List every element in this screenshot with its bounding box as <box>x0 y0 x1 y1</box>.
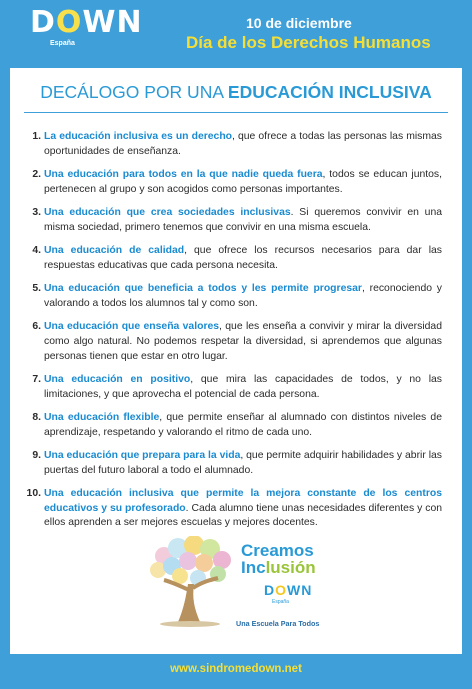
list-item: 10. Una educación inclusiva que permite la mejora constante de los centros educativos y su profesorado. Cada alumno tiene unas necesidades diferentes y con ellos aprenden a ser mejores escuelas y mejores docentes. <box>26 488 442 529</box>
list-item: 4. Una educación de calidad, que ofrece los recursos necesarios para dar las respuestas educativas que cada persona necesita. <box>32 245 442 271</box>
list-item: 8. Una educación flexible, que permite enseñar al alumnado con distintos niveles de aprendizaje, respetando y valorando el ritmo de cada uno. <box>32 412 442 438</box>
tree-canopy <box>150 536 231 586</box>
small-logo-subtitle: España <box>272 599 289 605</box>
campaign-tagline: Una Escuela Para Todos <box>236 619 320 628</box>
card-title-bold: EDUCACIÓN INCLUSIVA <box>227 82 432 102</box>
handprint-tree-illustration <box>148 536 234 628</box>
website-link[interactable]: www.sindromedown.net <box>170 663 302 675</box>
event-date: 10 de diciembre <box>246 15 352 31</box>
event-title: Día de los Derechos Humanos <box>186 33 431 52</box>
logo-letter-o: O <box>55 5 83 40</box>
down-espana-small-logo: DOWN <box>264 582 313 598</box>
list-item: 1. La educación inclusiva es un derecho, que ofrece a todas las personas las mismas oportunidades de enseñanza. <box>32 131 443 157</box>
decalogue-list <box>26 130 443 540</box>
list-item: 2. Una educación para todos en la que nadie queda fuera, todos se educan juntos, pertenecen al grupo y son acogidos como personas importantes. <box>32 169 443 195</box>
card-title-prefix: DECÁLOGO POR UNA <box>40 82 224 102</box>
title-divider <box>24 112 448 113</box>
campaign-line-2: Inclusión <box>241 558 316 577</box>
list-item: 5. Una educación que beneficia a todos y les permite progresar, reconociendo y valorando a todos los alumnos tal y como son. <box>32 283 442 309</box>
down-espana-logo <box>30 5 143 40</box>
list-item: 9. Una educación que prepara para la vida, que permite adquirir habilidades y abrir las puertas del futuro laboral a todo el alumnado. <box>32 450 442 476</box>
list-item: 3. Una educación que crea sociedades inclusivas. Si queremos convivir en una misma sociedad, primero tenemos que convivir en una misma escuela. <box>32 207 442 233</box>
logo-subtitle: España <box>50 40 75 47</box>
list-item: 6. Una educación que enseña valores, que les enseña a convivir y mirar la diversidad como algo natural. No podemos respetar la diversidad, si aprendemos que algunas personas tienen que estar en otro lugar. <box>32 321 442 362</box>
logo-letter-d: D <box>30 5 56 40</box>
list-item: 7. Una educación en positivo, que mira las capacidades de todos, y no las limitaciones, y que aprovecha el potencial de cada persona. <box>32 374 443 400</box>
logo-letters-wn: WN <box>82 5 143 40</box>
card-title <box>10 82 462 103</box>
campaign-line-1: Creamos <box>241 541 314 560</box>
decalogue-card <box>10 68 462 654</box>
